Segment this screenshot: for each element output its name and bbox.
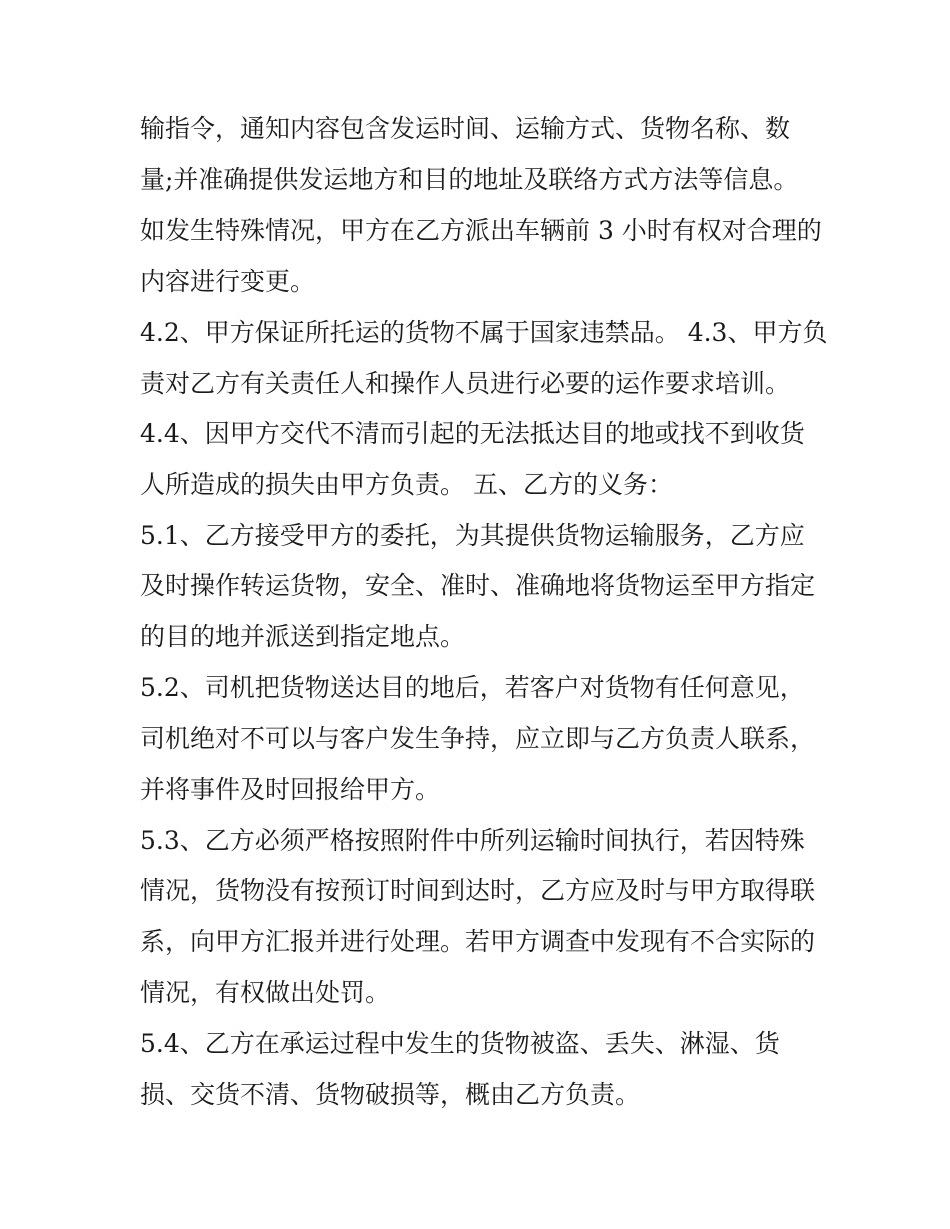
- text-line: 4.2、甲方保证所托运的货物不属于国家违禁品。 4.3、甲方负: [140, 318, 828, 347]
- text-line: 人所造成的损失由甲方负责。 五、乙方的义务：: [140, 470, 673, 499]
- text-line: 输指令，通知内容包含发运时间、运输方式、货物名称、数: [140, 114, 791, 143]
- text-line: 5.3、乙方必须严格按照附件中所列运输时间执行，若因特殊: [140, 826, 805, 855]
- text-line: 5.4、乙方在承运过程中发生的货物被盗、丢失、淋湿、货: [140, 1029, 780, 1058]
- text-line: 情况，货物没有按预订时间到达时，乙方应及时与甲方取得联: [140, 876, 816, 905]
- text-line: 及时操作转运货物，安全、准时、准确地将货物运至甲方指定: [140, 571, 816, 600]
- text-line: 司机绝对不可以与客户发生争持，应立即与乙方负责人联系，: [140, 724, 816, 753]
- text-line: 4.4、因甲方交代不清而引起的无法抵达目的地或找不到收货: [140, 419, 805, 448]
- text-line: 系，向甲方汇报并进行处理。若甲方调查中发现有不合实际的: [140, 927, 816, 956]
- text-line: 损、交货不清、货物破损等，概由乙方负责。: [140, 1080, 641, 1109]
- text-line: 责对乙方有关责任人和操作人员进行必要的运作要求培训。: [140, 369, 791, 398]
- text-line: 5.1、乙方接受甲方的委托，为其提供货物运输服务，乙方应: [140, 521, 805, 550]
- text-line: 5.2、司机把货物送达目的地后，若客户对货物有任何意见，: [140, 673, 805, 702]
- text-line: 的目的地并派送到指定地点。: [140, 622, 466, 651]
- text-line: 并将事件及时回报给甲方。: [140, 775, 441, 804]
- text-line: 内容进行变更。: [140, 267, 316, 296]
- text-line: 如发生特殊情况，甲方在乙方派出车辆前 3 小时有权对合理的: [140, 216, 822, 245]
- text-line: 情况，有权做出处罚。: [140, 978, 391, 1007]
- text-line: 量;并准确提供发运地方和目的地址及联络方式方法等信息。: [140, 165, 799, 194]
